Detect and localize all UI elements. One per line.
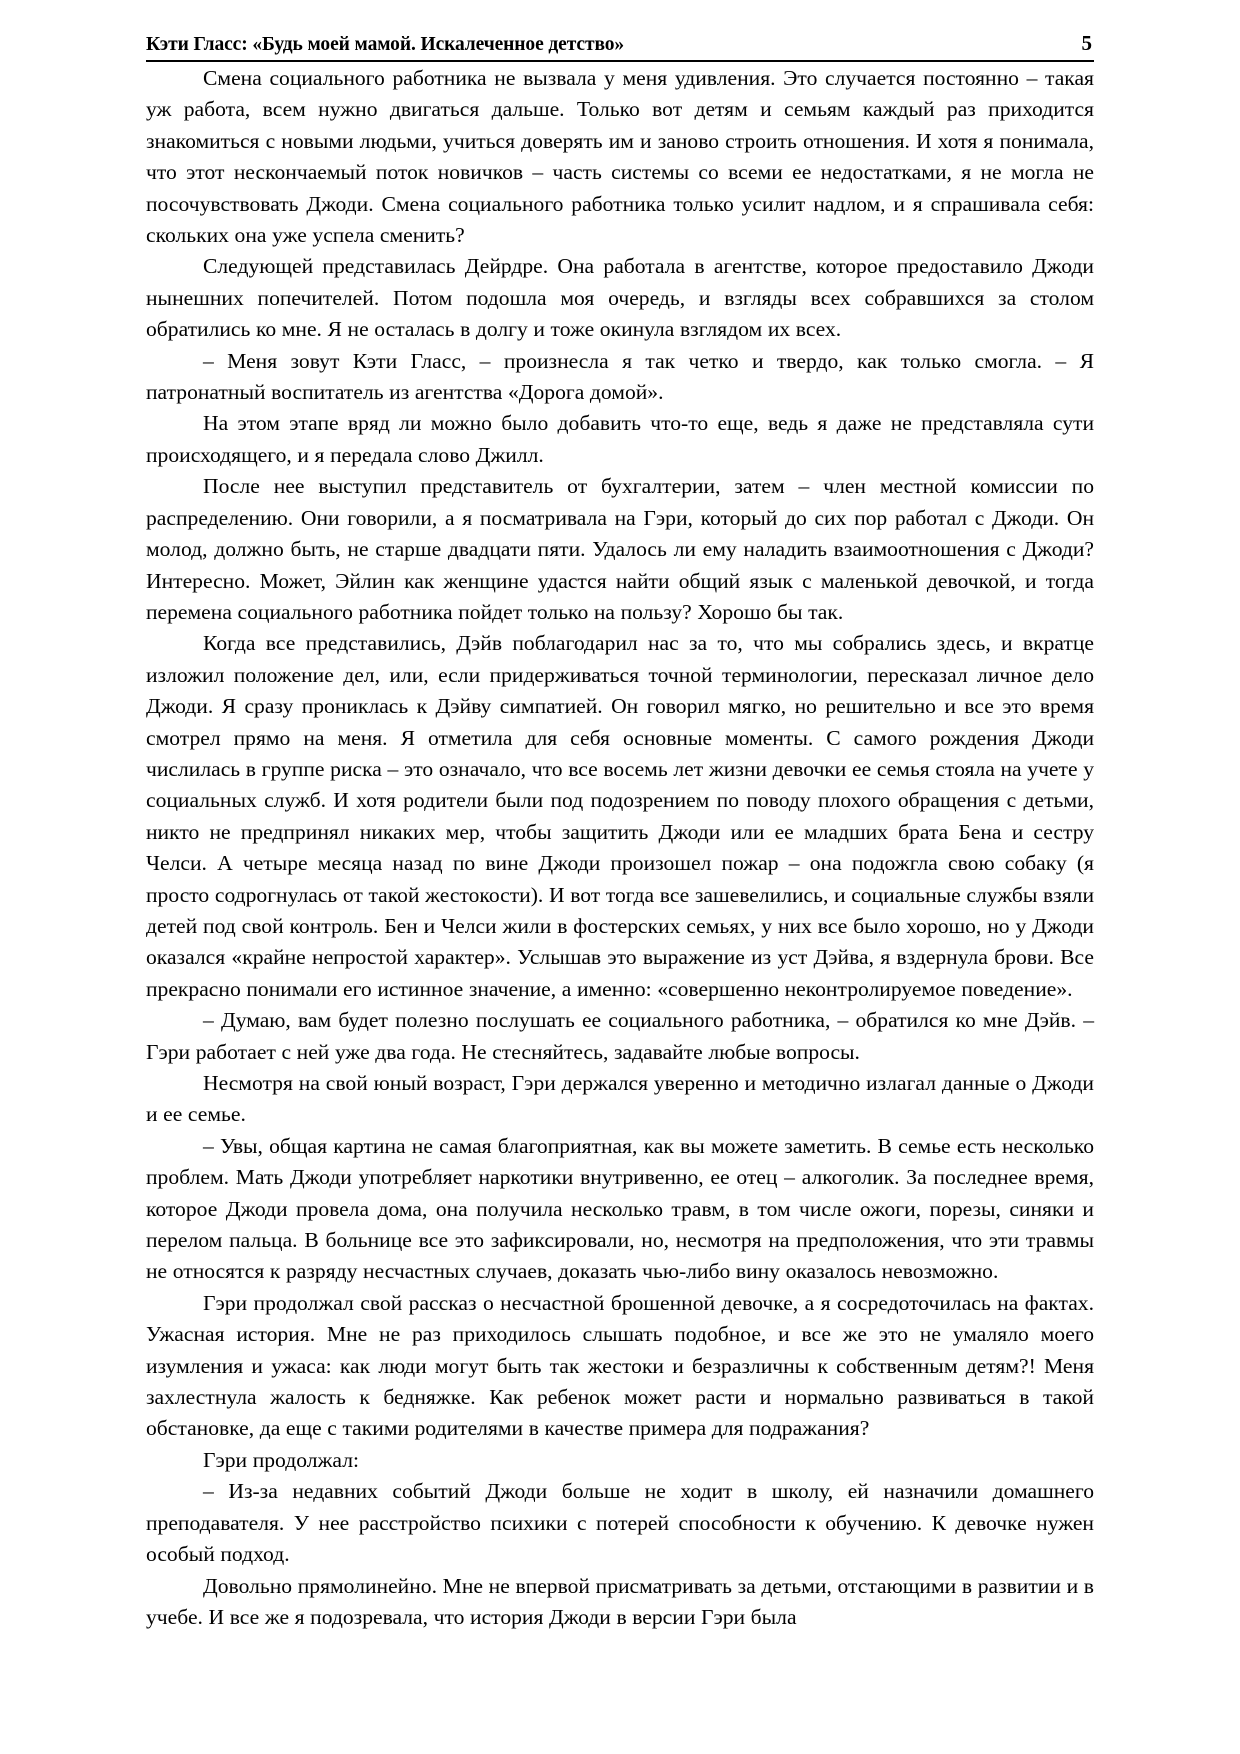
paragraph: Гэри продолжал свой рассказ о несчастной брошенной девочке, а я сосредоточилась на фактах. Ужасная история. Мне не раз приходилось слышать подобное, и все же это не умаляло моего изумления и ужаса: как люди могут быть так жестоки и безразличны к собственным детям?! Меня захлестнула жалость к бедняжке. Как ребенок может расти и нормально развиваться в такой обстановке, да еще с такими родителями в качестве примера для подражания? bbox=[146, 1290, 1094, 1441]
running-header-title: Кэти Гласс: «Будь моей мамой. Искалеченное детство» bbox=[146, 34, 625, 55]
header-rule bbox=[146, 60, 1094, 62]
paragraph: Несмотря на свой юный возраст, Гэри держался уверенно и методично излагал данные о Джоди и ее семье. bbox=[146, 1071, 1094, 1127]
paragraph: Довольно прямолинейно. Мне не впервой присматривать за детьми, отстающими в развитии и в учебе. И все же я подозревала, что история Джоди в версии Гэри была bbox=[146, 1573, 1094, 1629]
body-text bbox=[146, 63, 1094, 1633]
paragraph: На этом этапе вряд ли можно было добавить что-то еще, ведь я даже не представляла сути происходящего, и я передала слово Джилл. bbox=[146, 411, 1094, 467]
paragraph-dialogue: – Из-за недавних событий Джоди больше не ходит в школу, ей назначили домашнего преподавателя. У нее расстройство психики с потерей способности к обучению. К девочке нужен особый подход. bbox=[146, 1479, 1094, 1567]
paragraph-dialogue: – Меня зовут Кэти Гласс, – произнесла я так четко и твердо, как только смогла. – Я патронатный воспитатель из агентства «Дорога домой». bbox=[146, 348, 1094, 405]
paragraph: Когда все представились, Дэйв поблагодарил нас за то, что мы собрались здесь, и вкратце изложил положение дел, или, если придерживаться точной терминологии, пересказал личное дело Джоди. Я сразу прониклась к Дэйву симпатией. Он говорил мягко, но решительно и все это время смотрел прямо на меня. Я отметила для себя основные моменты. С самого рождения Джоди числилась в группе риска – это означало, что все восемь лет жизни девочки ее семья стояла на учете у социальных служб. И хотя родители были под подозрением по поводу плохого обращения с детьми, никто не предпринял никаких мер, чтобы защитить Джоди или ее младших брата Бена и сестру Челси. А четыре месяца назад по вине Джоди произошел пожар – она подожгла свою собаку (я просто содрогнулась от такой жестокости). И вот тогда все зашевелились, и социальные службы взяли детей под свой контроль. Бен и Челси жили в фостерских семьях, у них все было хорошо, но у Джоди оказался «крайне непростой характер». Услышав это выражение из уст Дэйва, я вздернула брови. Все прекрасно понимали его истинное значение, а именно: «совершенно неконтролируемое поведение». bbox=[146, 631, 1094, 1001]
page-number: 5 bbox=[1081, 31, 1092, 55]
paragraph: Смена социального работника не вызвала у меня удивления. Это случается постоянно – такая уж работа, всем нужно двигаться дальше. Только вот детям и семьям каждый раз приходится знакомиться с новыми людьми, учиться доверять им и заново строить отношения. И хотя я понимала, что этот нескончаемый поток новичков – часть системы со всеми ее недостатками, я не могла не посочувствовать Джоди. Смена социального работника только усилит надлом, и я спрашивала себя: скольких она уже успела сменить? bbox=[146, 66, 1094, 248]
paragraph: Следующей представилась Дейрдре. Она работала в агентстве, которое предоставило Джоди нынешних попечителей. Потом подошла моя очередь, и взгляды всех собравшихся за столом обратились ко мне. Я не осталась в долгу и тоже окинула взглядом их всех. bbox=[146, 254, 1094, 342]
paragraph: После нее выступил представитель от бухгалтерии, затем – член местной комиссии по распределению. Они говорили, а я посматривала на Гэри, который до сих пор работал с Джоди. Он молод, должно быть, не старше двадцати пяти. Удалось ли ему наладить взаимоотношения с Джоди? Интересно. Может, Эйлин как женщине удастся найти общий язык с маленькой девочкой, и тогда перемена социального работника пойдет только на пользу? Хорошо бы так. bbox=[146, 474, 1094, 624]
running-header-row bbox=[146, 32, 1094, 55]
paragraph-dialogue: – Думаю, вам будет полезно послушать ее социального работника, – обратился ко мне Дэйв. – Гэри работает с ней уже два года. Не стесняйтесь, задавайте любые вопросы. bbox=[146, 1008, 1094, 1064]
running-header bbox=[146, 0, 1094, 55]
page-content-column bbox=[146, 0, 1094, 1633]
paragraph-dialogue: – Увы, общая картина не самая благоприятная, как вы можете заметить. В семье есть несколько проблем. Мать Джоди употребляет наркотики внутривенно, ее отец – алкоголик. За последнее время, которое Джоди провела дома, она получила несколько травм, в том числе ожоги, порезы, синяки и перелом пальца. В больнице все это зафиксировали, но, несмотря на предположения, что эти травмы не относятся к разряду несчастных случаев, доказать чью-либо вину оказалось невозможно. bbox=[146, 1133, 1094, 1284]
paragraph: Гэри продолжал: bbox=[203, 1447, 359, 1472]
